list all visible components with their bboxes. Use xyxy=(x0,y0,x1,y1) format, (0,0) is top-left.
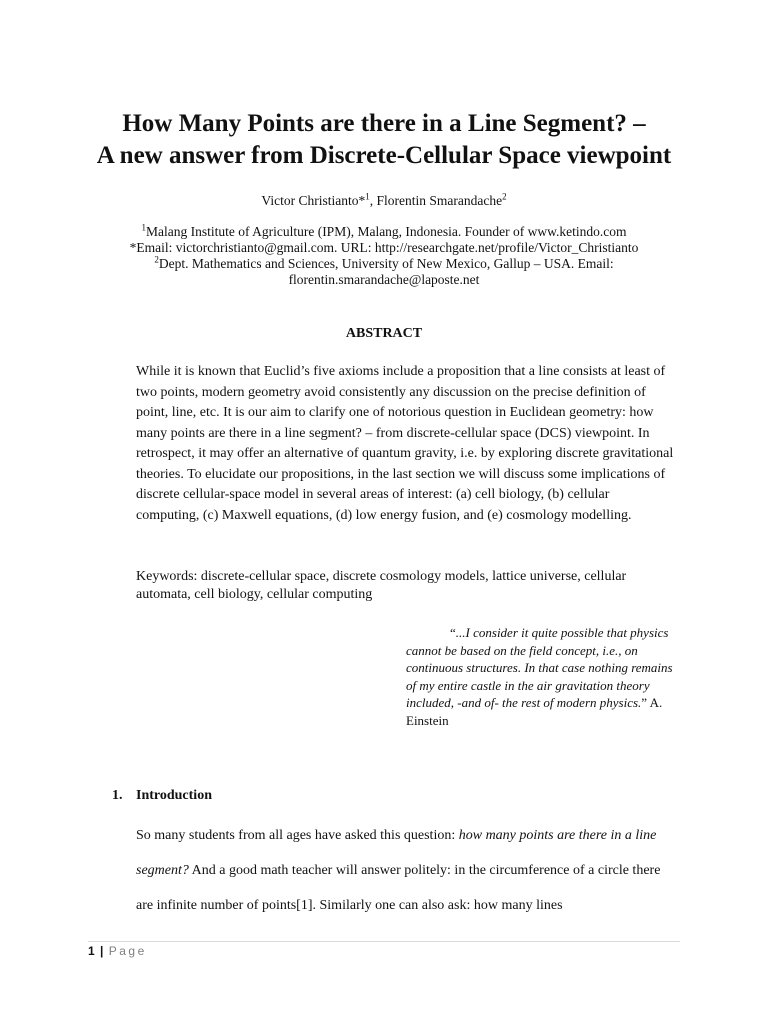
affiliation-line-3 xyxy=(40,256,728,272)
title-line-1: How Many Points are there in a Line Segment? – xyxy=(122,110,646,137)
section-number: 1. xyxy=(112,788,123,803)
affiliation-2-mark: 2 xyxy=(154,254,159,265)
abstract-body: While it is known that Euclid’s five axioms include a proposition that a line consists at least of two points, modern geometry avoid consistently any discussion on the precise definition of point, line, etc. It is our aim to clarify one of notorious question in Euclidean geometry: how many points are there in a line segment? – from discrete-cellular space (DCS) viewpoint. In retrospect, it may offer an alternative of quantum gravity, i.e. by exploring discrete gravitational theories. To elucidate our propositions, in the last section we will discuss some implications of discrete cellular-space model in several areas of interest: (a) cell biology, (b) cellular computing, (c) Maxwell equations, (d) low energy fusion, and (e) cosmology modelling. xyxy=(136,364,674,523)
keywords: Keywords: discrete-cellular space, discrete cosmology models, lattice universe, cellular automata, cell biology, cellular computing xyxy=(136,569,627,602)
affiliation-line-2: *Email: victorchristianto@gmail.com. URL: http://researchgate.net/profile/Victor_Christianto xyxy=(129,240,639,255)
page-number: 1 xyxy=(88,944,95,958)
author-list xyxy=(40,192,728,210)
footer-separator: | xyxy=(100,944,104,958)
affiliation-line-1 xyxy=(40,224,728,240)
affiliation-2-text: Dept. Mathematics and Sciences, University of New Mexico, Gallup – USA. Email: xyxy=(158,256,614,271)
einstein-quote xyxy=(406,624,678,729)
affiliation-1-text: Malang Institute of Agriculture (IPM), Malang, Indonesia. Founder of www.ketindo.com xyxy=(145,224,627,239)
page-footer xyxy=(88,943,147,959)
footer-divider xyxy=(88,941,680,942)
title-line-2: A new answer from Discrete-Cellular Space viewpoint xyxy=(96,142,672,169)
quote-close-mark: ” xyxy=(641,695,648,710)
quote-open-mark: “ xyxy=(450,625,456,640)
author-2: Florentin Smarandache xyxy=(376,193,503,208)
intro-text-italic: how many points are there in a line segment? xyxy=(136,828,657,878)
intro-text-start: So many students from all ages have asked this question: xyxy=(136,828,459,843)
author-separator: , xyxy=(369,193,377,208)
author-2-affiliation-mark: 2 xyxy=(502,191,507,202)
quote-text: ...I consider it quite possible that physics cannot be based on the field concept, i.e., on continuous structures. In that case nothing remains of my entire castle in the air gravitation theory included, -and of- the rest of modern physics. xyxy=(406,625,673,710)
affiliations xyxy=(40,224,728,288)
author-1: Victor Christianto* xyxy=(261,193,366,208)
abstract-heading: ABSTRACT xyxy=(345,326,423,341)
quote-attribution: A. Einstein xyxy=(406,695,663,728)
paper-title xyxy=(40,108,728,172)
affiliation-1-mark: 1 xyxy=(141,222,146,233)
introduction-body xyxy=(136,818,676,923)
intro-text-end: And a good math teacher will answer politely: in the circumference of a circle there are infinite number of points[1]. Similarly one can also ask: how many lines xyxy=(136,863,661,913)
author-1-affiliation-mark: 1 xyxy=(365,191,370,202)
affiliation-line-4: florentin.smarandache@laposte.net xyxy=(288,272,480,287)
page-label: Page xyxy=(108,944,147,958)
section-title: Introduction xyxy=(136,788,212,803)
section-heading-introduction xyxy=(112,787,212,805)
